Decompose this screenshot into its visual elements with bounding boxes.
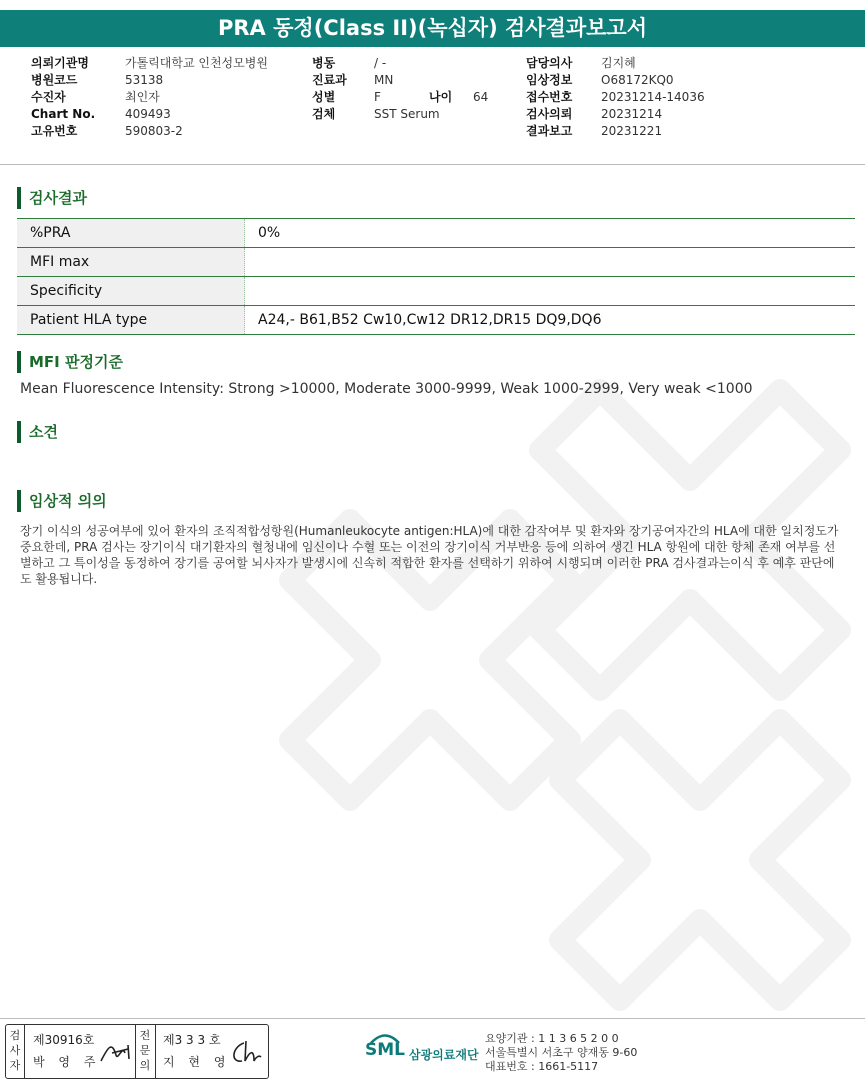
signature-box	[5, 1024, 269, 1079]
header-divider	[0, 164, 865, 165]
info-row-receipt-no: 접수번호 20231214-14036	[526, 90, 705, 104]
mfi-criteria-text: Mean Fluorescence Intensity: Strong >10000, Moderate 3000-9999, Weak 1000-2999, Very weak <1000	[20, 381, 753, 397]
info-row-sex-age: 성별 F 나이 64	[312, 90, 489, 104]
info-row-department: 진료과 MN	[312, 73, 394, 87]
clinical-significance-text: 장기 이식의 성공여부에 있어 환자의 조직적합성항원(Humanleukocyte antigen:HLA)에 대한 감작여부 및 환자와 장기공여자간의 HLA에 대한 일치정도가 중요한데, PRA 검사는 장기이식 대기환자의 혈청내에 임신이나 수혈 또는 이전의 장기이식 거부반응 등에 의하여 생긴 HLA 항원에 대한 항체 존재 여부를 선별하고 그 특이성을 동정하여 장기를 공여할 뇌사자가 발생시에 신속히 적합한 환자를 선택하기 위하여 시행되며 이러한 PRA 검사결과는이식 후 예후 판단에도 활용됩니다.	[20, 524, 839, 586]
info-row-chart-no: Chart No. 409493	[31, 107, 171, 121]
patient-info-col2	[312, 55, 488, 123]
info-row-specimen: 검체 SST Serum	[312, 107, 440, 121]
section-title-opinion: 소견	[17, 421, 58, 443]
reviewer-id: 제3 3 3 호	[163, 1033, 221, 1047]
section-title-results: 검사결과	[17, 187, 87, 209]
inspector-label: 검사자	[9, 1029, 21, 1072]
inspector-id: 제30916호	[33, 1033, 95, 1047]
info-row-doctor: 담당의사 김지혜	[526, 56, 636, 70]
info-row-unique-no: 고유번호 590803-2	[31, 124, 183, 138]
section-title-mfi-criteria: MFI 판정기준	[17, 351, 123, 373]
sign-separator	[24, 1025, 25, 1078]
sign-separator	[155, 1025, 156, 1078]
lab-info	[485, 1032, 637, 1074]
table-row: MFI max	[17, 248, 855, 277]
info-row-patient: 수진자 최인자	[31, 90, 160, 104]
info-row-institution: 의뢰기관명 가톨릭대학교 인천성모병원	[31, 56, 268, 70]
reviewer-signature	[228, 1037, 264, 1067]
inspector-name: 박 영 주	[33, 1055, 101, 1069]
organization-name: 삼광의료재단	[409, 1048, 479, 1062]
info-row-hospital-code: 병원코드 53138	[31, 73, 164, 87]
reviewer-name: 지 현 영	[163, 1055, 231, 1069]
table-row: Specificity	[17, 277, 855, 306]
results-table	[17, 218, 855, 335]
sign-separator	[135, 1025, 136, 1078]
patient-info-col1	[31, 55, 268, 140]
inspector-signature	[98, 1037, 134, 1067]
patient-info-col3	[526, 55, 705, 140]
report-title: PRA 동정(Class II)(녹십자) 검사결과보고서	[0, 10, 865, 47]
footer-divider	[0, 1018, 865, 1019]
reviewer-label: 전문의	[139, 1029, 151, 1072]
logo-text: SML	[365, 1040, 405, 1060]
lab-info-line: 대표번호 : 1661-5117	[485, 1060, 599, 1073]
lab-info-line: 요양기관 : 1 1 3 6 5 2 0 0	[485, 1032, 619, 1045]
info-row-request-date: 검사의뢰 20231214	[526, 107, 663, 121]
info-row-clinical-info: 임상정보 O68172KQ0	[526, 73, 674, 87]
table-row: %PRA 0%	[17, 219, 855, 248]
section-title-clinical: 임상적 의의	[17, 490, 107, 512]
info-row-ward: 병동 / -	[312, 56, 387, 70]
table-row: Patient HLA type A24,- B61,B52 Cw10,Cw12 DR12,DR15 DQ9,DQ6	[17, 306, 855, 335]
info-row-report-date: 결과보고 20231221	[526, 124, 663, 138]
lab-info-line: 서울특별시 서초구 양재동 9-60	[485, 1046, 638, 1059]
